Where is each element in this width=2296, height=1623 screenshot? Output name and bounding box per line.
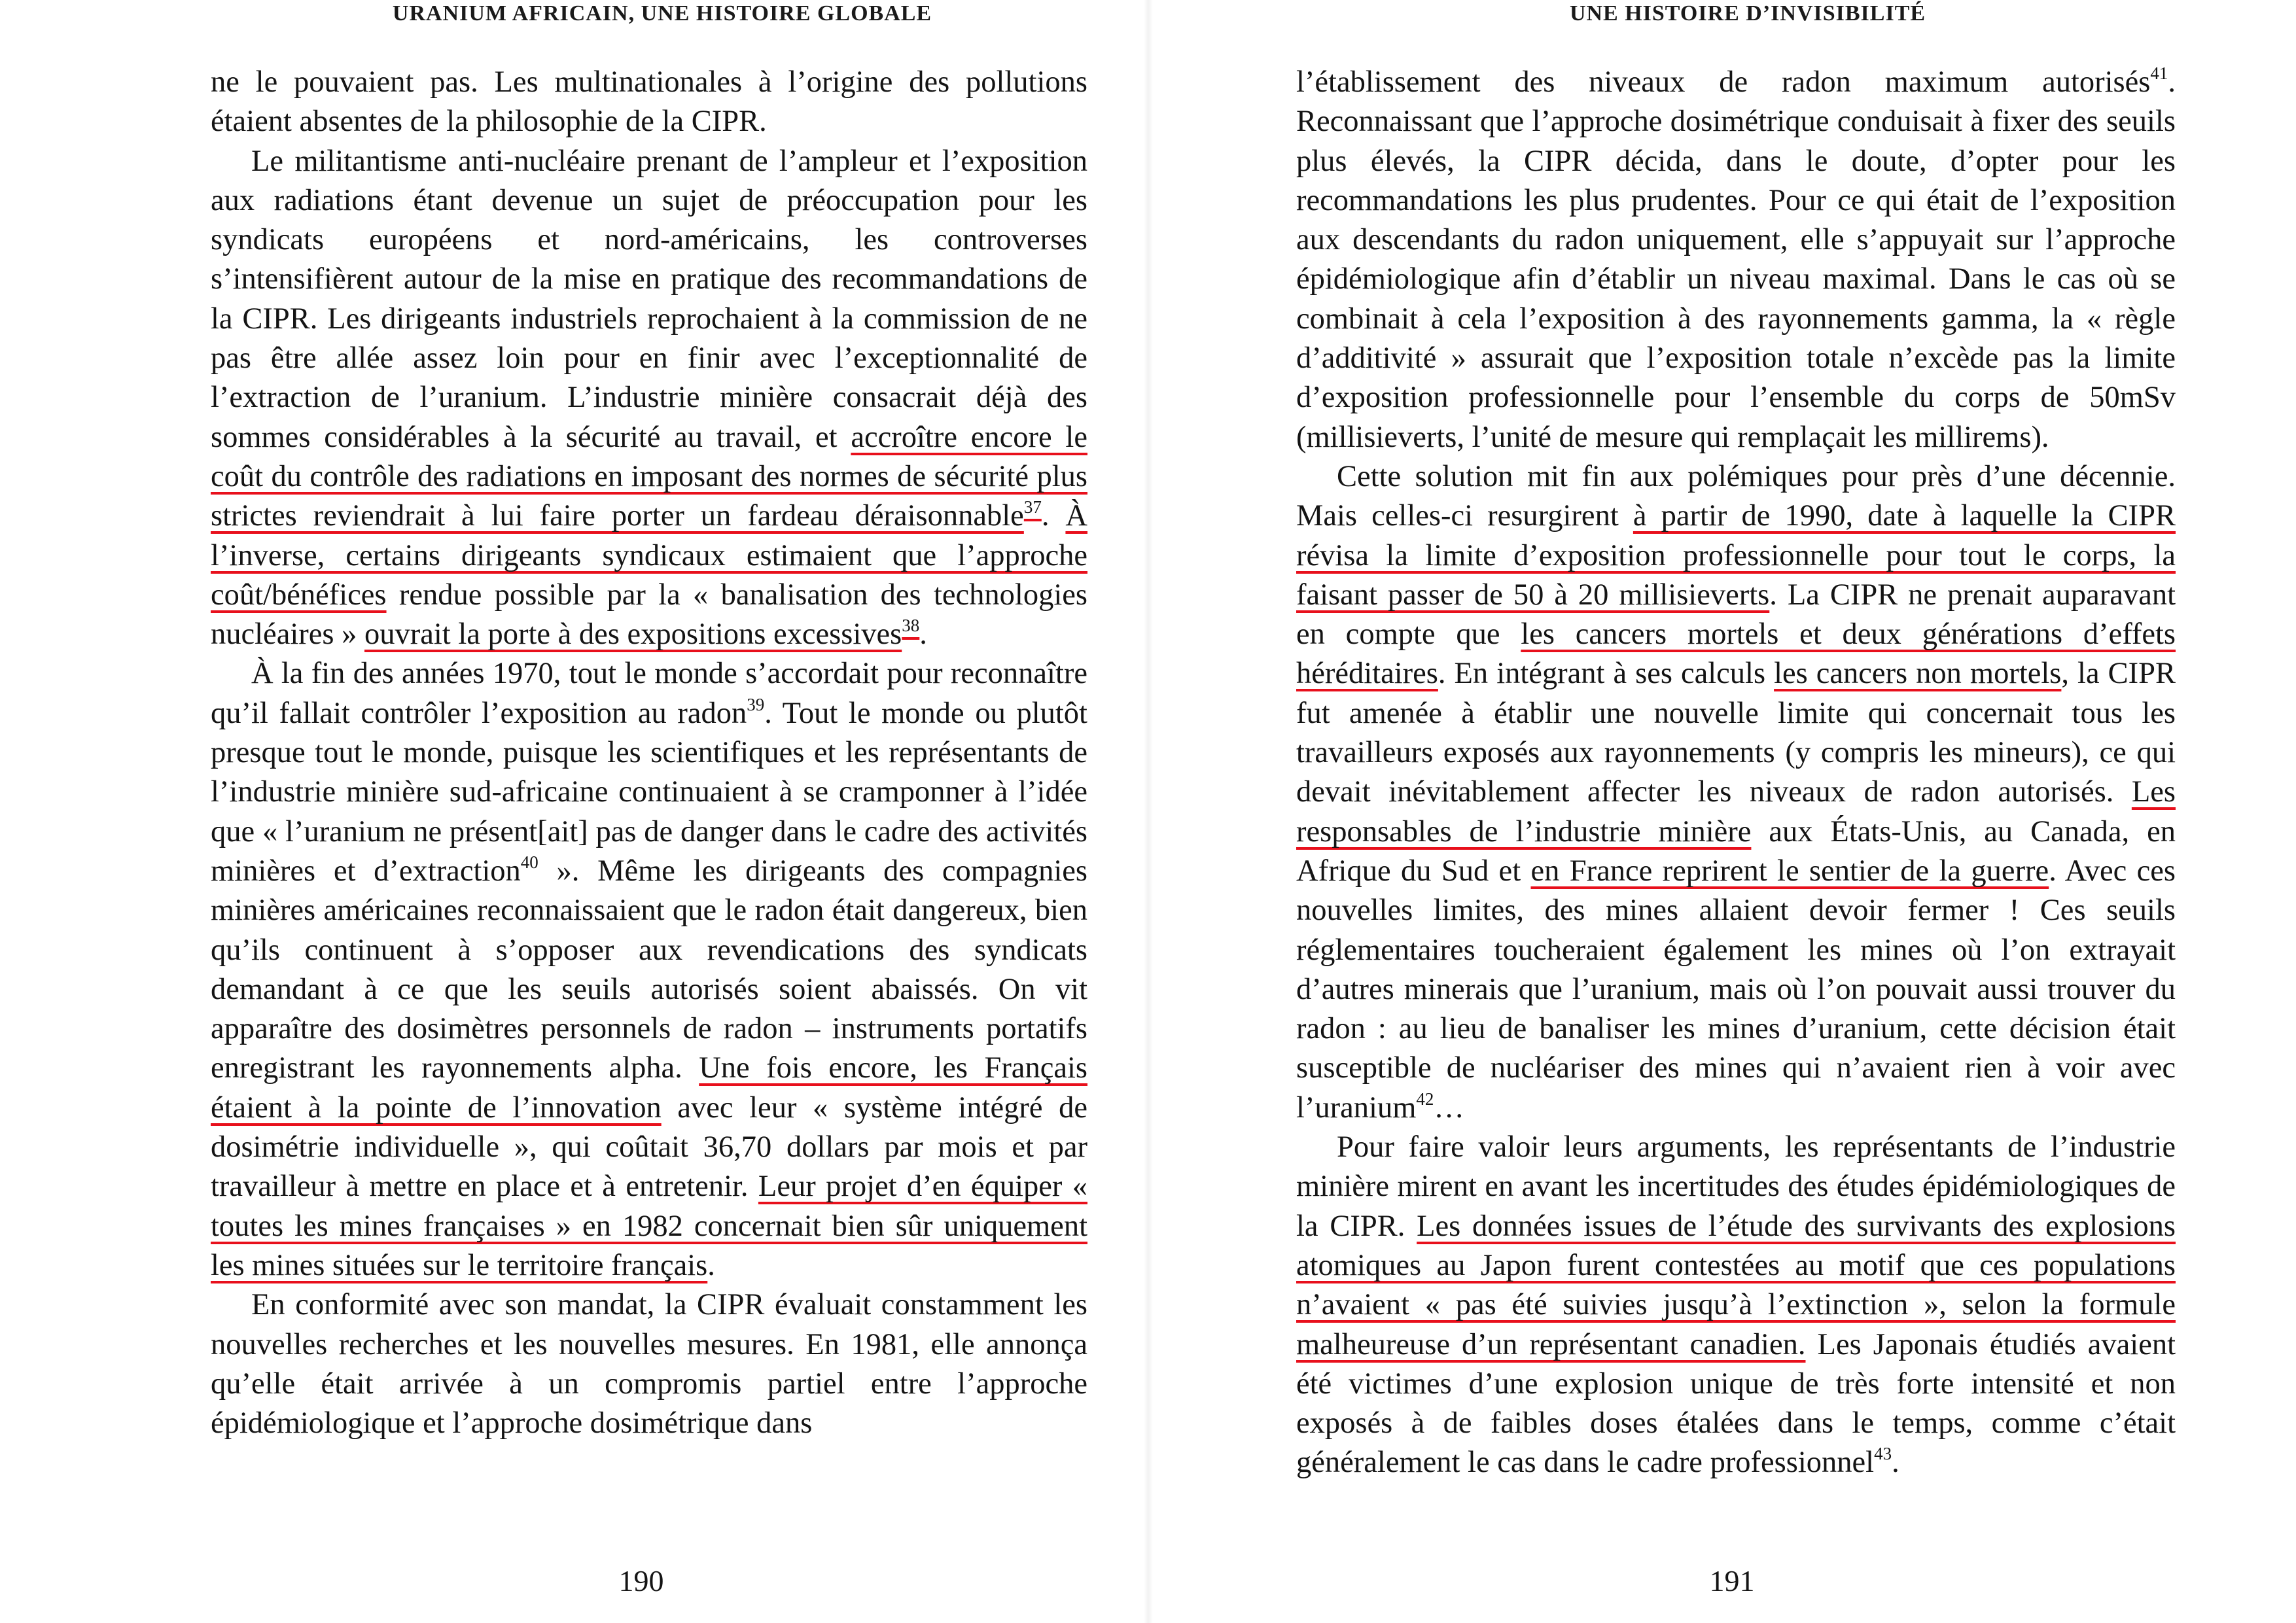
footnote-ref: 37 <box>1023 497 1042 517</box>
text-run: . <box>707 1248 715 1282</box>
paragraph <box>1296 1128 2176 1483</box>
footnote-ref: 42 <box>1416 1089 1434 1109</box>
footnote-ref: 43 <box>1874 1444 1892 1464</box>
text-run: . En intégrant à ses calculs <box>1438 657 1775 691</box>
text-run: Pour faire valoir leurs arguments, les représentants de l’industrie minière mirent en avant les incertitudes des études épidémiologiques de la CIPR. <box>1296 1130 2176 1243</box>
text-run: Cette solution mit fin aux polémiques pour près d’une décennie. Mais celles-ci resurgirent <box>1296 459 2176 533</box>
highlighted-passage: à partir de 1990, date à laquelle la CIPR révisa la limite d’exposition professionnelle pour tout le corps, la faisant passer de 50 à 20 millisieverts <box>1296 499 2176 612</box>
text-run: ». Même les dirigeants des compagnies minières américaines reconnaissaient que le radon était dangereux, bien qu’ils continuent à s’opposer aux revendications des syndicats demandant à ce que les seuils autorisés soient abaissés. On vit apparaître des dosimètres personnels de radon – instruments portatifs enregistrant les rayonnements alpha. <box>211 854 1087 1085</box>
text-run: l’établissement des niveaux de radon maximum autorisés <box>1296 65 2151 99</box>
highlighted-passage: À l’inverse, certains dirigeants syndicaux estimaient que l’approche coût/bénéfices <box>211 499 1088 612</box>
highlighted-passage: Une fois encore, les Français étaient à la pointe de l’innovation <box>211 1051 1087 1125</box>
text-run: Le militantisme anti-nucléaire prenant de l’ampleur et l’exposition aux radiations étant devenue un sujet de préoccupation pour les syndicats européens et nord-américains, les controverses s’intensifièrent autour de la mise en pratique des recommandations de la CIPR. Les dirigeants industriels reprochaient à la commission de ne pas être allée assez loin pour en finir avec l’exceptionnalité de l’extraction de l’uranium. L’industrie minière consacrait déjà des sommes considérables à la sécurité au travail, et <box>211 144 1087 454</box>
body-text <box>211 63 1087 1443</box>
text-run: … <box>1434 1091 1464 1125</box>
text-run: . <box>1041 499 1066 533</box>
running-head: URANIUM AFRICAIN, UNE HISTOIRE GLOBALE <box>392 1 932 26</box>
paragraph <box>211 654 1087 1285</box>
paragraph <box>211 1285 1087 1443</box>
text-run: rendue possible par la « banalisation des technologies nucléaires » <box>211 578 1087 652</box>
highlighted-passage: ouvrait la porte à des expositions excessives <box>364 618 902 652</box>
page-number: 191 <box>1709 1564 1755 1597</box>
text-run: . Tout le monde ou plutôt presque tout le monde, puisque les scientifiques et les représentants de l’industrie minière sud-africaine continuaient à se cramponner à l’idée que « l’uranium ne présent[ait] pas de danger dans le cadre des activités minières et d’extraction <box>211 696 1087 888</box>
text-run: À la fin des années 1970, tout le monde s’accordait pour reconnaître qu’il fallait contrôler l’exposition au radon <box>211 657 1087 730</box>
footnote-ref: 39 <box>747 694 765 714</box>
highlighted-passage: en France reprirent le sentier de la guerre <box>1530 854 2049 888</box>
text-run: ne le pouvaient pas. Les multinationales à l’origine des pollutions étaient absentes de la philosophie de la CIPR. <box>211 65 1087 139</box>
page-number: 190 <box>618 1564 664 1597</box>
text-run: aux États-Unis, au Canada, en Afrique du Sud et <box>1296 814 2176 888</box>
text-run: Les Japonais étudiés avaient été victimes d’une explosion unique de très forte intensité et non exposés à de faibles doses étalées dans le temps, comme c’était généralement le cas dans le cadre professionnel <box>1296 1327 2176 1480</box>
right-page <box>1148 0 2296 1623</box>
text-run: . La CIPR ne prenait auparavant en compte que <box>1296 578 2176 652</box>
text-run: . <box>919 618 927 652</box>
highlighted-passage: Les données issues de l’étude des survivants des explosions atomiques au Japon furent contestées au motif que ces populations n’avaient « pas été suivies jusqu’à l’extinction », selon la formule malheureuse d’un représentant canadien. <box>1296 1209 2176 1361</box>
text-run: avec leur « système intégré de dosimétrie individuelle », qui coûtait 36,70 dollars par mois et par travailleur à mettre en place et à entretenir. <box>211 1091 1087 1204</box>
highlighted-passage: Les responsables de l’industrie minière <box>1296 775 2176 848</box>
text-run: En conformité avec son mandat, la CIPR évaluait constamment les nouvelles recherches et les nouvelles mesures. En 1981, elle annonça qu’elle était arrivée à un compromis partiel entre l’approche épidémiologique et l’approche dosimétrique dans <box>211 1288 1087 1440</box>
paragraph <box>211 63 1087 142</box>
running-head: UNE HISTOIRE D’INVISIBILITÉ <box>1569 1 1926 26</box>
footnote-ref: 40 <box>520 852 539 872</box>
highlighted-passage: Leur projet d’en équiper « toutes les mines françaises » en 1982 concernait bien sûr uniquement les mines situées sur le territoire français <box>211 1170 1087 1282</box>
paragraph <box>1296 457 2176 1128</box>
footnote-ref: 38 <box>902 616 920 636</box>
highlighted-passage: les cancers non mortels <box>1774 657 2062 691</box>
highlighted-passage: accroître encore le coût du contrôle des radiations en imposant des normes de sécurité plus strictes reviendrait à lui faire porter un fardeau déraisonnable <box>211 420 1087 533</box>
text-run: . Reconnaissant que l’approche dosimétrique conduisait à fixer des seuils plus élevés, la CIPR décida, dans le doute, d’opter pour les recommandations les plus prudentes. Pour ce qui était de l’exposition aux descendants du radon uniquement, elle s’appuyait sur l’approche épidémiologique afin d’établir un niveau maximal. Dans le cas où se combinait à cela l’exposition à des rayonnements gamma, la « règle d’additivité » assurait que l’exposition totale n’excède pas la limite d’exposition professionnelle pour l’ensemble du corps de 50mSv (millisieverts, l’unité de mesure qui remplaçait les millirems). <box>1296 65 2176 454</box>
footnote-ref: 41 <box>2150 63 2168 83</box>
text-run: . <box>1892 1446 1899 1480</box>
body-text <box>1296 63 2176 1483</box>
paragraph <box>211 142 1087 655</box>
text-run: . Avec ces nouvelles limites, des mines allaient devoir fermer ! Ces seuils réglementaires toucheraient également les mines où l’on extrayait d’autres minerais que l’uranium, mais où l’on pouvait aussi trouver du radon : au lieu de banaliser les mines d’uranium, cette décision était susceptible de nucléariser des mines qui n’avaient rien à voir avec l’uranium <box>1296 854 2176 1125</box>
paragraph <box>1296 63 2176 457</box>
highlighted-passage: les cancers mortels et deux générations d’effets héréditaires <box>1296 618 2176 691</box>
text-run: , la CIPR fut amenée à établir une nouvelle limite qui concernait tous les travailleurs exposés aux rayonnements (y compris les mineurs), ce qui devait inévitablement affecter les niveaux de radon autorisés. <box>1296 657 2176 809</box>
